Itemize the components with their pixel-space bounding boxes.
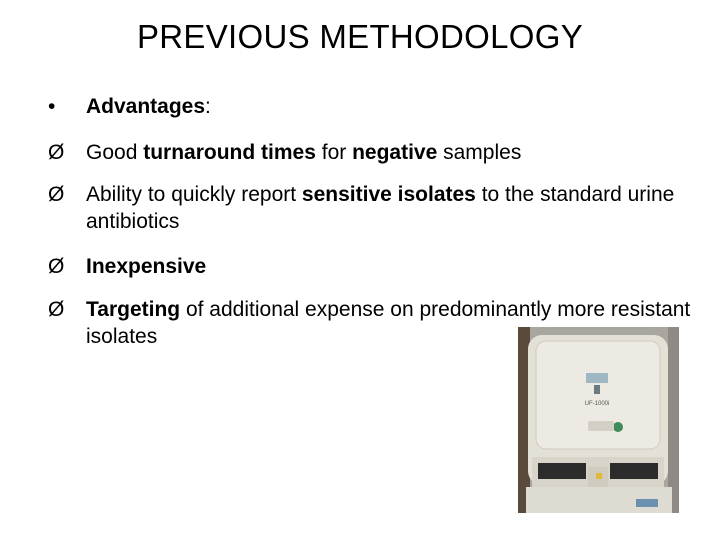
plain-text: for [315,141,353,164]
list-item-text [86,181,698,235]
plain-text: Ability to quickly report [86,183,302,206]
list-item-text [86,139,698,166]
bold-text: sensitive isolates [301,183,476,206]
list-item-text [86,253,698,280]
plain-text: to the standard urine antibiotics [86,183,675,233]
advantages-bullet [48,95,211,119]
device-label: UF-1000i [584,401,610,407]
bold-text: Inexpensive [86,255,207,278]
advantages-heading: Advantages: [86,95,211,118]
slide-title: PREVIOUS METHODOLOGY [136,18,584,55]
arrow-bullet-icon: Ø [48,298,65,321]
plain-text: samples [437,141,522,164]
bullet-dot-icon: • [48,95,56,118]
arrow-bullet-icon: Ø [48,141,65,164]
list-item [48,139,698,166]
arrow-bullet-icon: Ø [48,183,65,206]
analyzer-illustration [518,327,679,513]
arrow-bullet-icon: Ø [48,255,65,278]
bold-text: Targeting [86,298,181,321]
urine-analyzer-photo [518,327,679,513]
plain-text: Good [86,141,144,164]
bold-text: negative [352,141,438,164]
list-item [48,253,698,280]
plain-text: of additional expense on predominantly more resistant isolates [86,298,691,348]
list-item [48,181,698,235]
bold-text: turnaround times [143,141,316,164]
